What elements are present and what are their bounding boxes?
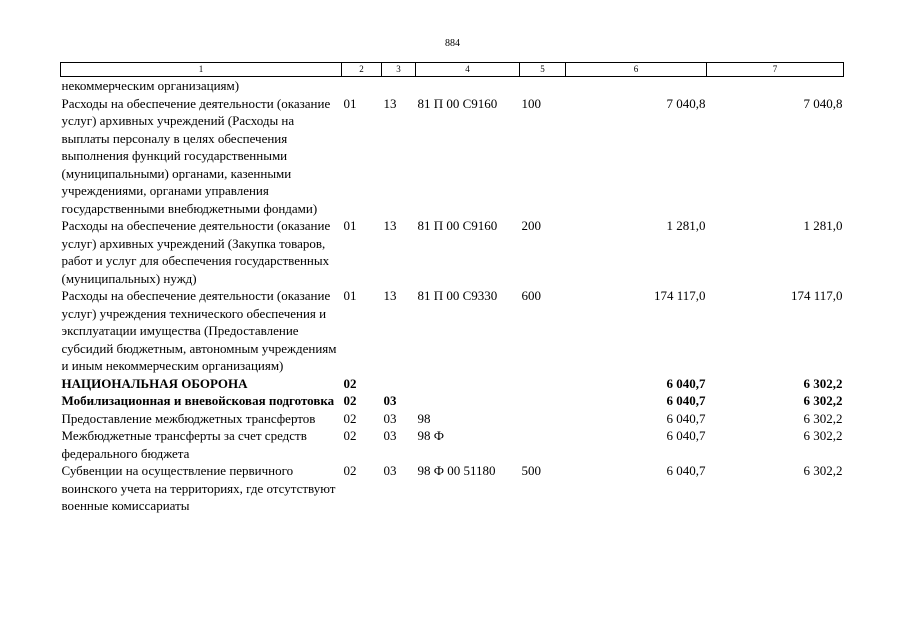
cell-name: некоммерческим организациям) [61,78,240,93]
table-row [61,95,844,218]
cell-subsection [382,375,416,393]
table-row [61,427,844,462]
cell-subsection: 03 [383,463,397,478]
cell-section: 02 [343,410,357,426]
header-col-7: 7 [707,63,844,77]
cell-subsection: 13 [383,95,397,111]
cell-expense-type: 100 [521,95,541,111]
cell-name: Мобилизационная и вневойсковая подготовка [61,393,335,408]
cell-target-article: 81 П 00 С9160 [417,218,498,233]
table-row [61,375,844,393]
cell-expense-type: 500 [521,463,541,478]
cell-amount-1 [566,77,707,95]
cell-target-article [416,392,520,410]
cell-section: 02 [343,463,357,478]
cell-section: 01 [343,288,357,303]
cell-amount-2: 6 302,2 [803,410,843,426]
cell-name: Межбюджетные трансферты за счет средств федерального бюджета [61,428,307,461]
cell-target-article: 98 Ф 00 51180 [417,463,496,478]
cell-expense-type [520,427,566,462]
table-row [61,287,844,375]
cell-expense-type: 600 [521,288,541,303]
header-col-6: 6 [566,63,707,77]
cell-section: 02 [343,393,357,408]
cell-amount-2: 6 302,2 [803,393,843,408]
cell-name: Предоставление межбюджетных трансфертов [61,410,316,426]
cell-name: Субвенции на осуществление первичного воинского учета на территориях, где отсутствуют военные комиссариаты [61,463,336,513]
cell-amount-1: 6 040,7 [666,428,706,443]
cell-expense-type [520,410,566,428]
header-col-3: 3 [382,63,416,77]
cell-section: 01 [343,218,357,233]
cell-target-article: 98 Ф [417,428,445,443]
cell-amount-1: 6 040,7 [666,463,706,478]
cell-name: Расходы на обеспечение деятельности (оказание услуг) учреждения технического обеспечения и эксплуатации имущества (Предоставление субсидий бюджетным, автономным учреждениям и иным некоммерческим организациям) [61,288,337,373]
page-number: 884 [445,38,460,49]
cell-subsection: 13 [383,288,397,303]
cell-section: 02 [343,375,357,391]
cell-target-article: 81 П 00 С9160 [417,95,498,111]
cell-target-article [416,77,520,95]
cell-subsection: 03 [383,428,397,443]
cell-amount-1: 7 040,8 [666,95,706,111]
cell-amount-2: 174 117,0 [790,288,843,303]
table-body [61,77,844,515]
table-row [61,410,844,428]
header-col-2: 2 [342,63,382,77]
cell-amount-1: 1 281,0 [666,218,706,233]
cell-name: Расходы на обеспечение деятельности (оказание услуг) архивных учреждений (Закупка товаров, работ и услуг для обеспечения государственных (муниципальных) нужд) [61,218,331,286]
cell-section: 02 [343,428,357,443]
cell-amount-1: 174 117,0 [653,288,706,303]
table-row [61,77,844,95]
table-header-row [61,63,844,77]
cell-expense-type [520,77,566,95]
cell-expense-type: 200 [521,218,541,233]
cell-target-article [416,375,520,393]
cell-subsection [382,77,416,95]
cell-expense-type [520,392,566,410]
cell-amount-1: 6 040,7 [666,410,706,426]
cell-amount-2: 7 040,8 [803,95,843,111]
cell-subsection: 03 [383,393,397,408]
cell-amount-2: 6 302,2 [803,428,843,443]
cell-amount-2: 6 302,2 [803,463,843,478]
cell-name: НАЦИОНАЛЬНАЯ ОБОРОНА [61,375,248,391]
budget-table [60,62,844,515]
cell-amount-2 [707,77,844,95]
cell-amount-1: 6 040,7 [666,393,706,408]
cell-section: 01 [343,95,357,111]
cell-name: Расходы на обеспечение деятельности (оказание услуг) архивных учреждений (Расходы на выплаты персоналу в целях обеспечения выполнения функций государственными (муниципальными) органами, казенными учреждениями, органами управления государственными внебюджетными фондами) [61,95,331,216]
header-col-5: 5 [520,63,566,77]
table-row [61,217,844,287]
table-row [61,462,844,515]
header-col-4: 4 [416,63,520,77]
cell-target-article: 81 П 00 С9330 [417,288,498,303]
cell-subsection: 03 [383,410,397,426]
cell-target-article: 98 [417,410,431,426]
cell-section [342,77,382,95]
cell-amount-2: 1 281,0 [803,218,843,233]
cell-amount-1: 6 040,7 [666,375,706,391]
cell-amount-2: 6 302,2 [803,375,843,391]
header-col-1: 1 [61,63,342,77]
cell-subsection: 13 [383,218,397,233]
table-row [61,392,844,410]
cell-expense-type [520,375,566,393]
